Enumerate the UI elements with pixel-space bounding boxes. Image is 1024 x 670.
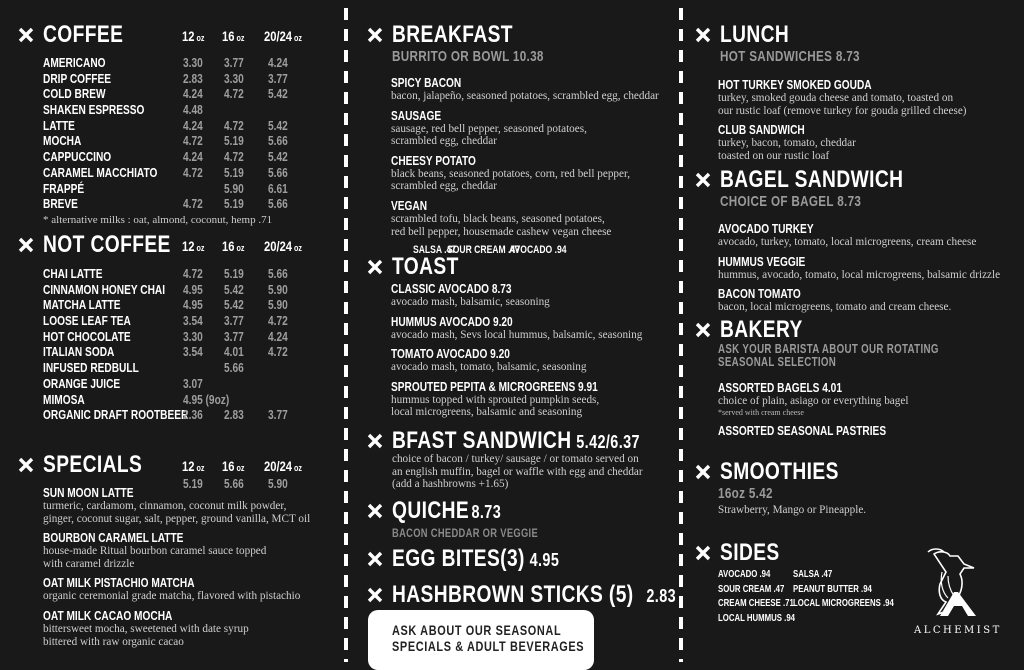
item-name [391,380,667,394]
item-name: BREVE [43,196,78,212]
menu-item [718,222,1015,249]
section-title: NOT COFFEE [43,231,171,258]
menu-item-row [0,329,338,345]
item-name: FRAPPÉ [43,180,85,196]
menu-item-row [0,165,338,181]
item-price: 4.24 [268,55,288,70]
size-number: 16 [222,28,235,44]
item-name-text: CHEESY POTATO [391,152,476,168]
raven-logo-icon [914,546,998,618]
size-header [222,458,244,474]
lunch-section [695,21,1015,168]
item-price: 5.42 [268,117,288,133]
item-price: 4.72 [268,313,288,329]
size-unit: oz [292,243,303,253]
size-number: 12 [182,458,195,474]
item-price: 2.36 [183,407,203,423]
banner-line: ASK ABOUT OUR SEASONAL [392,622,562,638]
bagel-sandwich-items [718,222,1015,314]
item-name-text: SUN MOON LATTE [43,485,134,500]
item-price: 3.77 [268,70,288,86]
menu-item-row [0,196,338,212]
addon-item: SALSA .47 [413,244,457,257]
bfast-sandwich-desc [392,453,667,491]
item-description: bacon, local microgreens, tomato and cream cheese. [718,301,952,314]
size-unit: oz [292,463,303,473]
item-description: black beans, seasoned potatoes, corn, red bell pepper, [391,167,631,180]
item-name [391,315,667,329]
item-price: 4.72 [224,149,244,165]
section-title: LUNCH [720,21,790,48]
menu-item [718,287,1015,314]
item-name [43,576,338,590]
item-name [718,78,1015,92]
size-unit: oz [234,243,245,253]
item-price: 5.19 [224,196,244,212]
not-coffee-section [18,231,338,423]
menu-item [391,380,667,419]
bakery-section [695,316,1015,444]
item-description: avocado, turkey, tomato, local microgreens, cream cheese [718,236,977,248]
item-name-text: AVOCADO TURKEY [718,221,814,236]
description-line: choice of bacon / turkey/ sausage / or tomato served on [392,453,639,465]
item-name [391,282,667,296]
section-title: QUICHE [392,497,470,524]
x-icon [367,259,383,275]
item-price: 3.77 [224,328,244,344]
menu-item [391,154,667,193]
item-price: 5.66 [268,164,288,180]
item-description: choice of plain, asiago or everything bagel [718,395,909,407]
item-description: avocado mash, balsamic, seasoning [391,296,550,308]
item-name [391,347,667,361]
bfast-sandwich-section [367,427,667,491]
x-icon [18,27,34,43]
item-price: 4.48 [183,102,203,118]
side-item-text: LOCAL HUMMUS .94 [718,612,796,624]
side-item-text: LOCAL MICROGREENS .94 [793,598,894,609]
size-number: 12 [182,238,195,254]
toast-items [391,282,667,419]
x-icon [367,587,383,603]
menu-item-row [0,376,338,392]
section-subtitle: BACON CHEDDAR OR VEGGIE [392,526,539,540]
sides-col-2 [793,568,922,612]
item-name [391,199,667,213]
specials-section [18,451,338,654]
menu-item-row [0,392,338,408]
size-number: 16 [222,238,235,254]
item-price: 5.90 [224,180,244,196]
section-price: 4.95 [529,550,560,570]
item-name [718,222,1015,236]
section-title: SIDES [720,539,780,566]
addon-item: SOUR CREAM .47 [447,244,520,257]
item-price: 5.19 [224,266,244,281]
x-icon [367,433,383,449]
item-name: CAPPUCCINO [43,149,112,165]
item-name-text: CLUB SANDWICH [718,122,805,138]
item-name-text: HOT TURKEY SMOKED GOUDA [718,77,872,92]
menu-item-row [0,133,338,149]
size-header [264,238,302,254]
menu-item-row [0,282,338,298]
x-icon [695,545,711,561]
item-name-text: ASSORTED SEASONAL PASTRIES [718,422,887,438]
size-unit: oz [234,463,245,473]
item-name-text: OAT MILK PISTACHIO MATCHA [43,575,195,591]
section-title: HASHBROWN STICKS (5) [392,581,634,608]
x-icon [695,322,711,338]
item-price: 5.66 [224,360,244,376]
menu-item [43,486,338,525]
item-price: 2.83 [224,407,244,423]
banner-line: SPECIALS & ADULT BEVERAGES [392,638,585,654]
size-header [182,238,204,254]
item-price: 2.83 [183,70,203,86]
side-item [793,583,922,598]
item-description: scrambled tofu, black beans, seasoned potatoes, [391,212,605,225]
item-description: our rustic loaf (remove turkey for gouda grilled cheese) [718,104,967,117]
item-name-text: SPICY BACON [391,75,462,90]
size-number: 16 [222,458,235,474]
special-price: 5.19 [183,476,203,491]
menu-item-row [0,149,338,165]
size-header [264,458,302,474]
menu-item [391,315,667,342]
section-subtitle: BURRITO OR BOWL 10.38 [392,48,544,65]
item-name: ORGANIC DRAFT ROOTBEER [43,407,189,423]
x-icon [367,503,383,519]
section-title: EGG BITES(3) [392,545,525,572]
item-name-text: VEGAN [391,197,428,213]
item-description: hummus, avocado, tomato, local microgreens, balsamic drizzle [718,268,1001,281]
item-name-text: SAUSAGE [391,107,442,123]
description-line: an english muffin, bagel or waffle with egg and cheddar [392,465,643,478]
item-description: turmeric, cardamom, cinnamon, coconut milk powder, [43,500,287,512]
item-price: 3.77 [268,407,288,423]
menu-item [43,576,338,603]
section-title: COFFEE [43,21,124,48]
column-divider [344,8,348,662]
item-price: 5.66 [268,133,288,149]
item-price: 5.19 [224,133,244,149]
menu-item [43,531,338,570]
coffee-section [18,21,338,227]
size-unit: oz [194,463,205,473]
side-item-text: CREAM CHEESE .71 [718,598,794,609]
menu-item-row [0,181,338,197]
menu-item [43,609,338,648]
menu-item [718,424,1015,438]
item-name: MOCHA [43,133,82,149]
seasonal-specials-banner [368,610,594,670]
item-name-text: SPROUTED PEPITA & MICROGREENS 9.91 [391,378,598,394]
special-price: 5.66 [224,476,244,491]
section-subtitle: CHOICE OF BAGEL 8.73 [720,193,862,210]
x-icon [367,27,383,43]
size-header [182,458,204,474]
size-header [264,28,302,44]
size-number: 12 [182,28,195,44]
menu-item-row [0,266,338,282]
quiche-section [367,497,667,541]
section-price: 2.83 [646,586,677,606]
item-price: 5.42 [224,281,244,297]
item-description: sausage, red bell pepper, seasoned potatoes, [391,122,587,135]
item-name: AMERICANO [43,55,106,70]
item-name-text: BACON TOMATO [718,286,801,302]
item-description: with caramel drizzle [43,557,135,570]
item-description: ginger, coconut sugar, salt, pepper, ground vanilla, MCT oil [43,512,311,525]
coffee-items [0,55,338,212]
item-description: organic ceremonial grade matcha, flavored with pistachio [43,590,301,603]
item-name: DRIP COFFEE [43,70,111,86]
menu-item-row [0,407,338,423]
menu-item-row [0,102,338,118]
item-name-text: HUMMUS VEGGIE [718,253,806,269]
item-price: 4.24 [268,328,288,344]
item-name: LOOSE LEAF TEA [43,313,131,329]
side-item [718,612,817,627]
side-item-text: SOUR CREAM .47 [718,583,785,595]
menu-item-row [0,118,338,134]
item-description: bittersweet mocha, sweetened with date syrup [43,622,249,635]
item-description: avocado mash, Sevs local hummus, balsamic, seasoning [391,328,643,341]
section-title: BFAST SANDWICH [392,427,572,454]
x-icon [695,464,711,480]
side-item-text: PEANUT BUTTER .94 [793,583,872,595]
item-description: bacon, jalapeño, seasoned potatoes, scrambled egg, cheddar [391,90,659,102]
item-description: house-made Ritual bourbon caramel sauce topped [43,545,267,558]
x-icon [18,457,34,473]
item-name-text: BOURBON CARAMEL LATTE [43,530,184,546]
hashbrown-section [367,581,677,609]
item-price: 4.95 (9oz) [183,391,230,407]
item-name-text: ASSORTED BAGELS 4.01 [718,380,842,395]
item-price: 5.19 [224,164,244,180]
item-price: 3.30 [183,328,203,344]
item-name [43,609,338,623]
size-header [182,28,204,44]
side-item [793,568,922,583]
item-price: 3.30 [224,70,244,86]
section-title: BAGEL SANDWICH [720,166,904,193]
item-name: ORANGE JUICE [43,375,121,391]
menu-item-row [0,55,338,71]
item-description: scrambled egg, cheddar [391,180,497,193]
section-title: SMOOTHIES [720,458,839,485]
item-name [718,287,1015,301]
lunch-items [718,78,1015,162]
menu-item [718,381,1015,418]
size-unit: oz [194,33,205,43]
item-price: 4.01 [224,344,244,360]
section-price: 5.42/6.37 [576,432,640,452]
item-price: 4.72 [268,344,288,360]
item-description: toasted on our rustic loaf [718,149,830,162]
item-name [391,109,667,123]
description-line: (add a hashbrowns +1.65) [392,478,509,491]
item-name [43,531,338,545]
not-coffee-items [0,266,338,423]
item-price: 4.24 [183,117,203,133]
section-title: BREAKFAST [392,21,513,48]
item-description: local microgreens, balsamic and seasoning [391,406,583,419]
egg-bites-section [367,545,667,573]
item-price: 4.95 [183,281,203,297]
item-price: 3.07 [183,375,203,391]
menu-item-row [0,71,338,87]
menu-item [718,123,1015,162]
menu-item [391,282,667,309]
item-description: scrambled egg, cheddar [391,135,497,148]
section-title: BAKERY [720,316,803,343]
item-price: 4.24 [183,149,203,165]
item-name [718,123,1015,137]
item-name: HOT CHOCOLATE [43,328,131,344]
bagel-sandwich-section [695,166,1015,320]
item-price: 5.42 [268,86,288,102]
logo-text: ALCHEMIST [914,625,1002,636]
specials-items [43,486,338,648]
item-name: COLD BREW [43,86,106,102]
menu-item [718,78,1015,117]
item-price: 4.72 [224,117,244,133]
item-name: MATCHA LATTE [43,297,121,313]
item-price: 3.30 [183,55,203,70]
section-subtitle: 16oz 5.42 [718,485,773,502]
section-price: 8.73 [471,502,502,522]
item-footnote: *served with cream cheese [718,407,804,417]
menu-item-row [0,313,338,329]
item-price: 5.90 [268,281,288,297]
sides-section [695,539,915,624]
item-name-text: TOMATO AVOCADO 9.20 [391,346,510,362]
menu-item-row [0,360,338,376]
item-price: 6.61 [268,180,288,196]
alchemist-logo [914,546,1002,636]
menu-item-row [0,86,338,102]
size-unit: oz [194,243,205,253]
item-price: 3.54 [183,344,203,360]
toast-section [367,253,667,425]
size-number: 20/24 [264,238,293,254]
menu-item [391,109,667,148]
size-header [222,28,244,44]
item-description: turkey, bacon, tomato, cheddar [718,137,856,150]
side-item-text: SALSA .47 [793,569,833,580]
item-name-text: OAT MILK CACAO MOCHA [43,607,173,623]
x-icon [695,27,711,43]
item-description: avocado mash, tomato, balsamic, seasoning [391,361,587,374]
x-icon [18,237,34,253]
item-description: hummus topped with sprouted pumpkin seeds, [391,393,600,406]
item-name: MIMOSA [43,391,85,407]
item-name: CINNAMON HONEY CHAI [43,281,166,297]
x-icon [695,172,711,188]
item-description: bittered with raw organic cacao [43,635,184,648]
item-price: 4.72 [183,164,203,180]
item-price: 5.42 [224,297,244,313]
item-price: 3.77 [224,313,244,329]
item-price: 5.90 [268,297,288,313]
smoothie-flavors: Strawberry, Mango or Pineapple. [718,504,867,516]
item-name: CARAMEL MACCHIATO [43,164,158,180]
item-price: 4.95 [183,297,203,313]
menu-item-row [0,344,338,360]
size-unit: oz [234,33,245,43]
menu-item [391,199,667,238]
item-name: SHAKEN ESPRESSO [43,102,145,118]
item-price: 4.72 [183,133,203,149]
item-name-text: CLASSIC AVOCADO 8.73 [391,281,512,296]
menu-item [391,347,667,374]
breakfast-items [391,76,667,238]
item-name: CHAI LATTE [43,266,103,281]
milk-note: * alternative milks : oat, almond, coconut, hemp .71 [43,213,273,226]
x-icon [367,551,383,567]
item-price: 4.24 [183,86,203,102]
size-number: 20/24 [264,28,293,44]
item-name [718,424,1015,438]
side-item [793,597,922,612]
item-name [718,381,1015,395]
section-subtitle: SEASONAL SELECTION [718,355,837,369]
item-name [391,76,667,90]
addon-item: AVOCADO .94 [509,244,567,257]
item-name [718,255,1015,269]
item-description: turkey, smoked gouda cheese and tomato, toasted on [718,92,954,104]
item-price: 3.77 [224,55,244,70]
item-name: LATTE [43,117,75,133]
item-price: 5.42 [268,149,288,165]
item-price: 4.72 [224,86,244,102]
menu-item [391,76,667,103]
section-subtitle: ASK YOUR BARISTA ABOUT OUR ROTATING [718,342,939,356]
menu-item-row [0,297,338,313]
item-name: INFUSED REDBULL [43,360,139,376]
menu-item [718,255,1015,282]
item-name: ITALIAN SODA [43,344,115,360]
item-description: red bell pepper, housemade cashew vegan cheese [391,225,612,238]
bakery-items [718,381,1015,438]
item-price: 3.54 [183,313,203,329]
item-price: 5.66 [268,266,288,281]
size-number: 20/24 [264,458,293,474]
item-price: 4.72 [183,266,203,281]
smoothies-section [695,458,1015,517]
special-price: 5.90 [268,476,288,491]
column-divider [679,8,683,662]
section-title: SPECIALS [43,451,143,478]
item-name-text: HUMMUS AVOCADO 9.20 [391,313,513,329]
section-title: TOAST [392,253,459,280]
breakfast-section [367,21,667,258]
size-header [222,238,244,254]
size-unit: oz [292,33,303,43]
item-name [391,154,667,168]
item-price: 4.72 [183,196,203,212]
side-item-text: AVOCADO .94 [718,569,771,580]
section-subtitle: HOT SANDWICHES 8.73 [720,48,860,65]
item-price: 5.66 [268,196,288,212]
